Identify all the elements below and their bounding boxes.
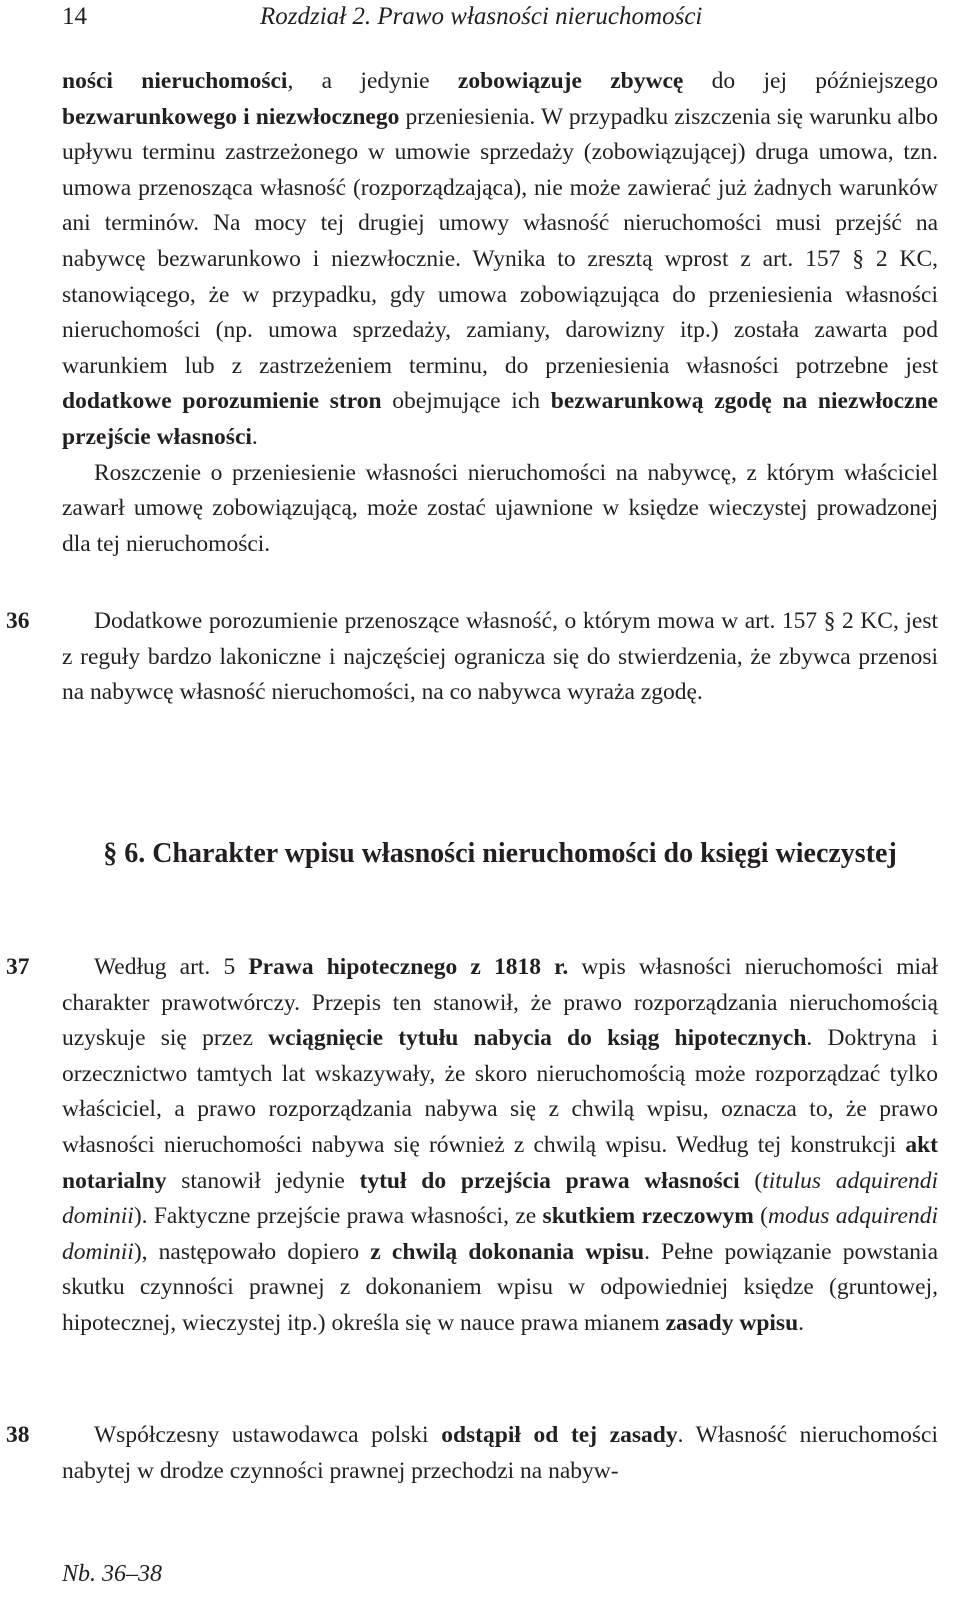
bold-phrase: bezwarunkową zgodę na niezwłoczne przejście własności bbox=[62, 388, 938, 450]
paragraph-37: Według art. 5 Prawa hipotecznego z 1818 r. wpis własności nieruchomości miał charakter prawotwórczy. Przepis ten stanowił, że prawo rozporządzania nieruchomością uzyskuje się przez wciągnięcie tytułu nabycia do ksiąg hipotecznych. Doktryna i orzecznictwo tamtych lat wskazywały, że skoro nieruchomością może rozporządzać tylko właściciel, a prawo rozporządzania nabywa się z chwilą wpisu, oznacza to, że prawo własności nieruchomości nabywa się również z chwilą wpisu. Według tej konstrukcji akt notarialny stanowił jedynie tytuł do przejścia prawa własności (titulus adquirendi dominii). Faktyczne przejście prawa własności, ze skutkiem rzeczowym (modus adquirendi dominii), następowało dopiero z chwilą dokonania wpisu. Pełne powiązanie powstania skutku czynności prawnej z dokonaniem wpisu w odpowiedniej księdze (gruntowej, hipotecznej, wieczystej itp.) określa się w nauce prawa mianem zasady wpisu. bbox=[62, 954, 939, 1336]
margin-number-37: 37 bbox=[6, 954, 30, 980]
bold-phrase: Prawa hipotecznego z 1818 r. bbox=[248, 954, 569, 980]
italic-phrase: modus adquirendi dominii bbox=[62, 1203, 938, 1265]
bold-phrase: odstąpił od tej zasady bbox=[441, 1422, 678, 1448]
paragraph-36: Dodatkowe porozumienie przenoszące własność, o którym mowa w art. 157 § 2 KC, jest z reguły bardzo lakoniczne i najczęściej ogranicza się do stwierdzenia, że zbywca przenosi na nabywcę własność nieruchomości, na co nabywca wyraża zgodę. bbox=[62, 608, 938, 706]
italic-phrase: titulus adquirendi dominii bbox=[62, 1167, 939, 1230]
bold-phrase: skutkiem rzeczowym bbox=[542, 1203, 754, 1230]
paragraph-2: Roszczenie o przeniesienie własności nieruchomości na nabywcę, z którym właściciel zawarł umowę zobowiązującą, może zostać ujawnione w księdze wieczystej prowadzonej dla tej nieruchomości. bbox=[62, 459, 938, 557]
margin-number-38: 38 bbox=[6, 1422, 30, 1448]
bold-phrase: dodatkowe porozumienie stron bbox=[62, 388, 382, 415]
section-heading: § 6. Charakter wpisu własności nieruchomości do księgi wieczystej bbox=[103, 838, 897, 869]
bold-phrase: akt notarialny bbox=[62, 1131, 938, 1194]
paragraph-38: Współczesny ustawodawca polski odstąpił od tej zasady. Własność nieruchomości nabytej w drodze czynności prawnej przechodzi na nabyw- bbox=[62, 1422, 938, 1484]
margin-number-36: 36 bbox=[6, 608, 30, 634]
bold-phrase: zasady wpisu bbox=[665, 1309, 799, 1336]
bold-phrase: wciągnięcie tytułu nabycia do ksiąg hipotecznych bbox=[268, 1025, 807, 1052]
bold-phrase: bezwarunkowego i niezwłocznego bbox=[62, 103, 400, 130]
paragraph-continuation bbox=[62, 64, 938, 562]
paragraph-1: ności nieruchomości, a jedynie zobowiązuje zbywcę do jej późniejszego bezwarunkowego i niezwłocznego przeniesienia. W przypadku ziszczenia się warunku albo upływu terminu zastrzeżonego w umowie sprzedaży (zobowiązującej) druga umowa, tzn. umowa przenosząca własność (rozporządzająca), nie może zawierać już żadnych warunków ani terminów. Na mocy tej drugiej umowy własność nieruchomości musi przejść na nabywcę bezwarunkowo i niezwłocznie. Wynika to zresztą wprost z art. 157 § 2 KC, stanowiącego, że w przypadku, gdy umowa zobowiązująca do przeniesienia własności nieruchomości (np. umowa sprzedaży, zamiany, darowizny itp.) została zawarta pod warunkiem lub z zastrzeżeniem terminu, do przeniesienia własności potrzebne jest dodatkowe porozumienie stron obejmujące ich bezwarunkową zgodę na niezwłoczne przejście własności. bbox=[62, 68, 938, 450]
bold-phrase: ności nieruchomości bbox=[62, 68, 288, 94]
page-footer-marginal-range: Nb. 36–38 bbox=[62, 1561, 163, 1587]
running-title: Rozdział 2. Prawo własności nieruchomości bbox=[260, 3, 703, 30]
page-number: 14 bbox=[62, 3, 87, 30]
bold-phrase: tytuł do przejścia prawa własności bbox=[359, 1167, 740, 1194]
bold-phrase: z chwilą dokonania wpisu bbox=[370, 1238, 645, 1265]
bold-phrase: zobowiązuje zbywcę bbox=[457, 68, 684, 94]
